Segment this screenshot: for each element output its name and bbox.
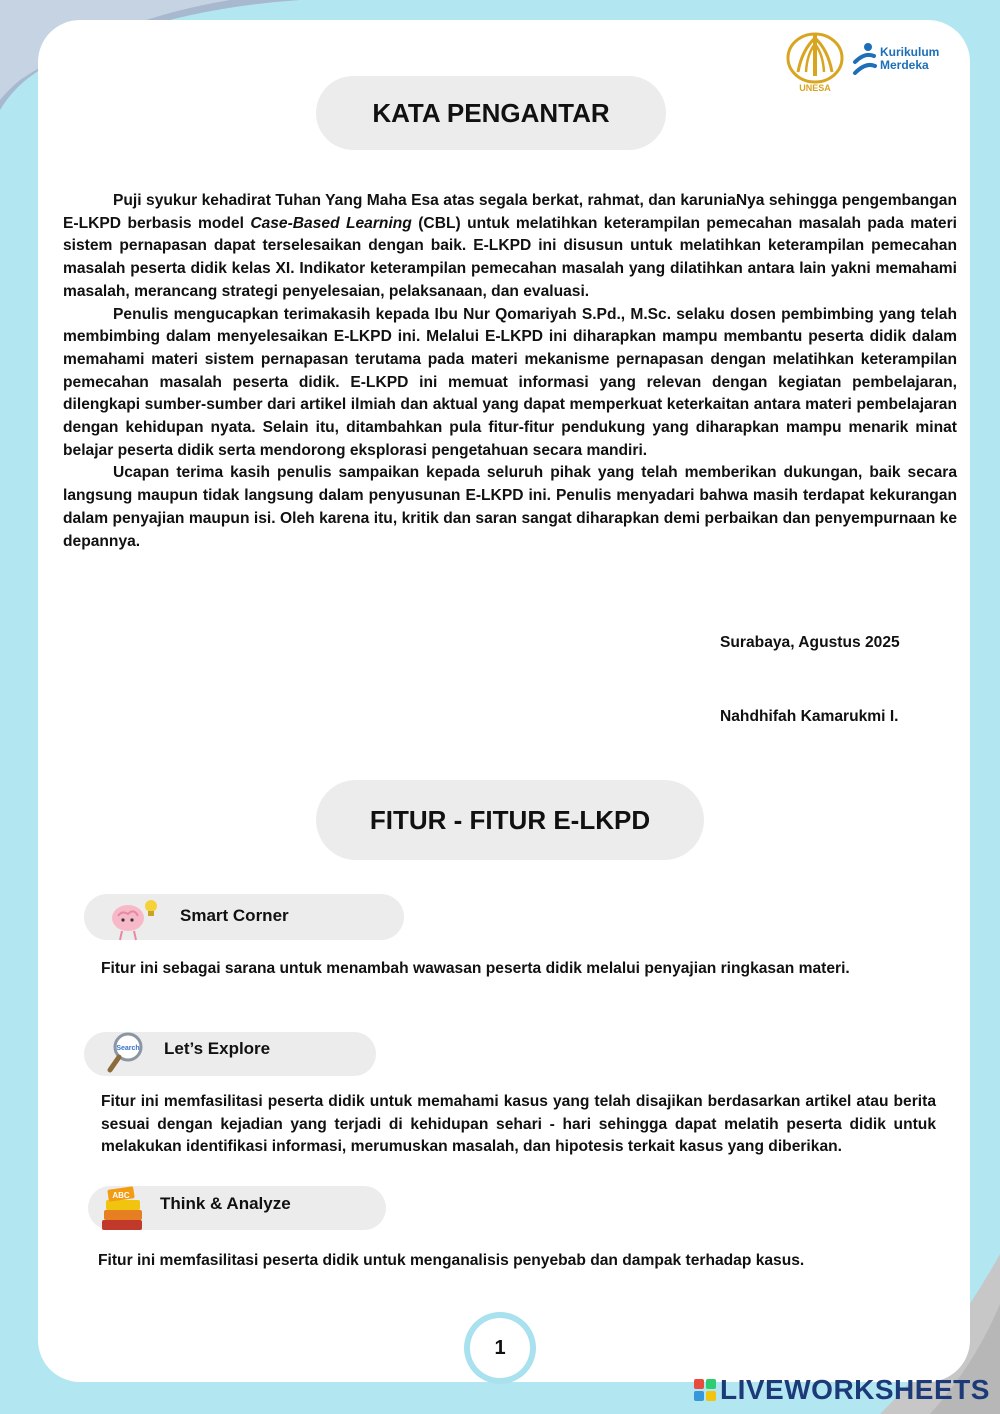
magnifier-icon	[104, 1030, 152, 1078]
feature-desc-smart-corner: Fitur ini sebagai sarana untuk menambah wawasan peserta didik melalui penyajian ringkasan materi.	[101, 960, 850, 977]
books-icon-text: ABC	[112, 1191, 130, 1200]
fitur-title-text: FITUR - FITUR E-LKPD	[369, 804, 651, 835]
merdeka-line: Merdeka	[880, 58, 929, 72]
kurikulum-merdeka-icon	[852, 42, 878, 76]
fitur-title	[316, 780, 704, 860]
page-number-badge	[464, 1312, 536, 1384]
unesa-logo	[784, 28, 846, 94]
magnifier-icon-text: Search	[116, 1045, 140, 1052]
liveworksheets-text: LIVEWORKSHEETS	[720, 1374, 990, 1405]
kata-pengantar-body	[63, 190, 957, 553]
header-logos	[784, 28, 954, 98]
paragraph-3: Ucapan terima kasih penulis sampaikan kepada seluruh pihak yang telah memberikan dukungan, baik secara langsung maupun tidak langsung dalam penyusunan E-LKPD ini. Penulis menyadari bahwa masih terdapat kekurangan dalam penyajian maupun isi. Oleh karena itu, kritik dan saran sangat diharapkan demi perbaikan dan penyempurnaan ke depannya.	[63, 464, 957, 550]
kata-pengantar-title-text: KATA PENGANTAR	[372, 97, 610, 128]
feature-label-think-analyze: Think & Analyze	[160, 1194, 291, 1213]
page-number: 1	[470, 1318, 530, 1378]
liveworksheets-logo	[694, 1374, 990, 1406]
unesa-logo-label: UNESA	[799, 83, 831, 93]
feature-label-smart-corner: Smart Corner	[180, 906, 289, 925]
paragraph-1-part-b: (CBL) untuk melatihkan keterampilan pemecahan masalah pada materi sistem pernapasan dapat terselesaikan dengan baik. E-LKPD ini disusun untuk melatihkan keterampilan pemecahan masalah peserta didik kelas XI. Indikator keterampilan pemecahan masalah yang dilatihkan antara lain yakni memahami masalah, merancang strategi penyelesaian, pelaksanaan, dan evaluasi.	[63, 214, 957, 300]
paragraph-1-part-a: Puji syukur kehadirat Tuhan Yang Maha Esa atas segala berkat, rahmat, dan karuniaNya sehingga pengembangan E-LKPD berbasis model	[63, 192, 957, 232]
brain-icon	[108, 896, 162, 942]
kurikulum-line: Kurikulum	[880, 45, 940, 59]
feature-desc-think-analyze: Fitur ini memfasilitasi peserta didik untuk menganalisis penyebab dan dampak terhadap kasus.	[98, 1252, 805, 1269]
paragraph-2: Penulis mengucapkan terimakasih kepada Ibu Nur Qomariyah S.Pd., M.Sc. selaku dosen pembimbing yang telah membimbing dalam menyelesaikan E-LKPD ini. Melalui E-LKPD ini diharapkan mampu membantu peserta didik dalam memahami materi sistem pernapasan terutama pada materi mekanisme pernapasan dengan melatihkan keterampilan pemecahan masalah peserta didik. E-LKPD ini memuat informasi yang relevan dengan kegiatan pembelajaran, dilengkapi sumber-sumber dari artikel ilmiah dan aktual yang dapat memperkuat keterkaitan antara materi pembelajaran dengan kehidupan nyata. Selain itu, ditambahkan pula fitur-fitur pendukung yang diharapkan mampu menarik minat belajar peserta didik serta mendorong eksplorasi pengetahuan secara mandiri.	[63, 305, 957, 459]
feature-label-lets-explore: Let’s Explore	[164, 1039, 271, 1058]
paragraph-1-emphasis: Case-Based Learning	[250, 214, 412, 232]
feature-desc-lets-explore: Fitur ini memfasilitasi peserta didik untuk memahami kasus yang telah disajikan berdasarkan artikel atau berita sesuai dengan kejadian yang terjadi di kehidupan sehari - hari sehingga dapat melatih peserta didik untuk melakukan identifikasi informasi, merumuskan masalah, dan hipotesis terkait kasus yang diberikan.	[101, 1093, 936, 1156]
author-name: Nahdhifah Kamarukmi I.	[720, 708, 899, 725]
kurikulum-merdeka-logo	[880, 46, 939, 72]
paragraph-1	[63, 190, 957, 304]
kata-pengantar-title	[316, 76, 666, 150]
liveworksheets-grid-icon	[694, 1379, 716, 1401]
place-date: Surabaya, Agustus 2025	[720, 634, 900, 651]
books-icon	[96, 1184, 150, 1236]
